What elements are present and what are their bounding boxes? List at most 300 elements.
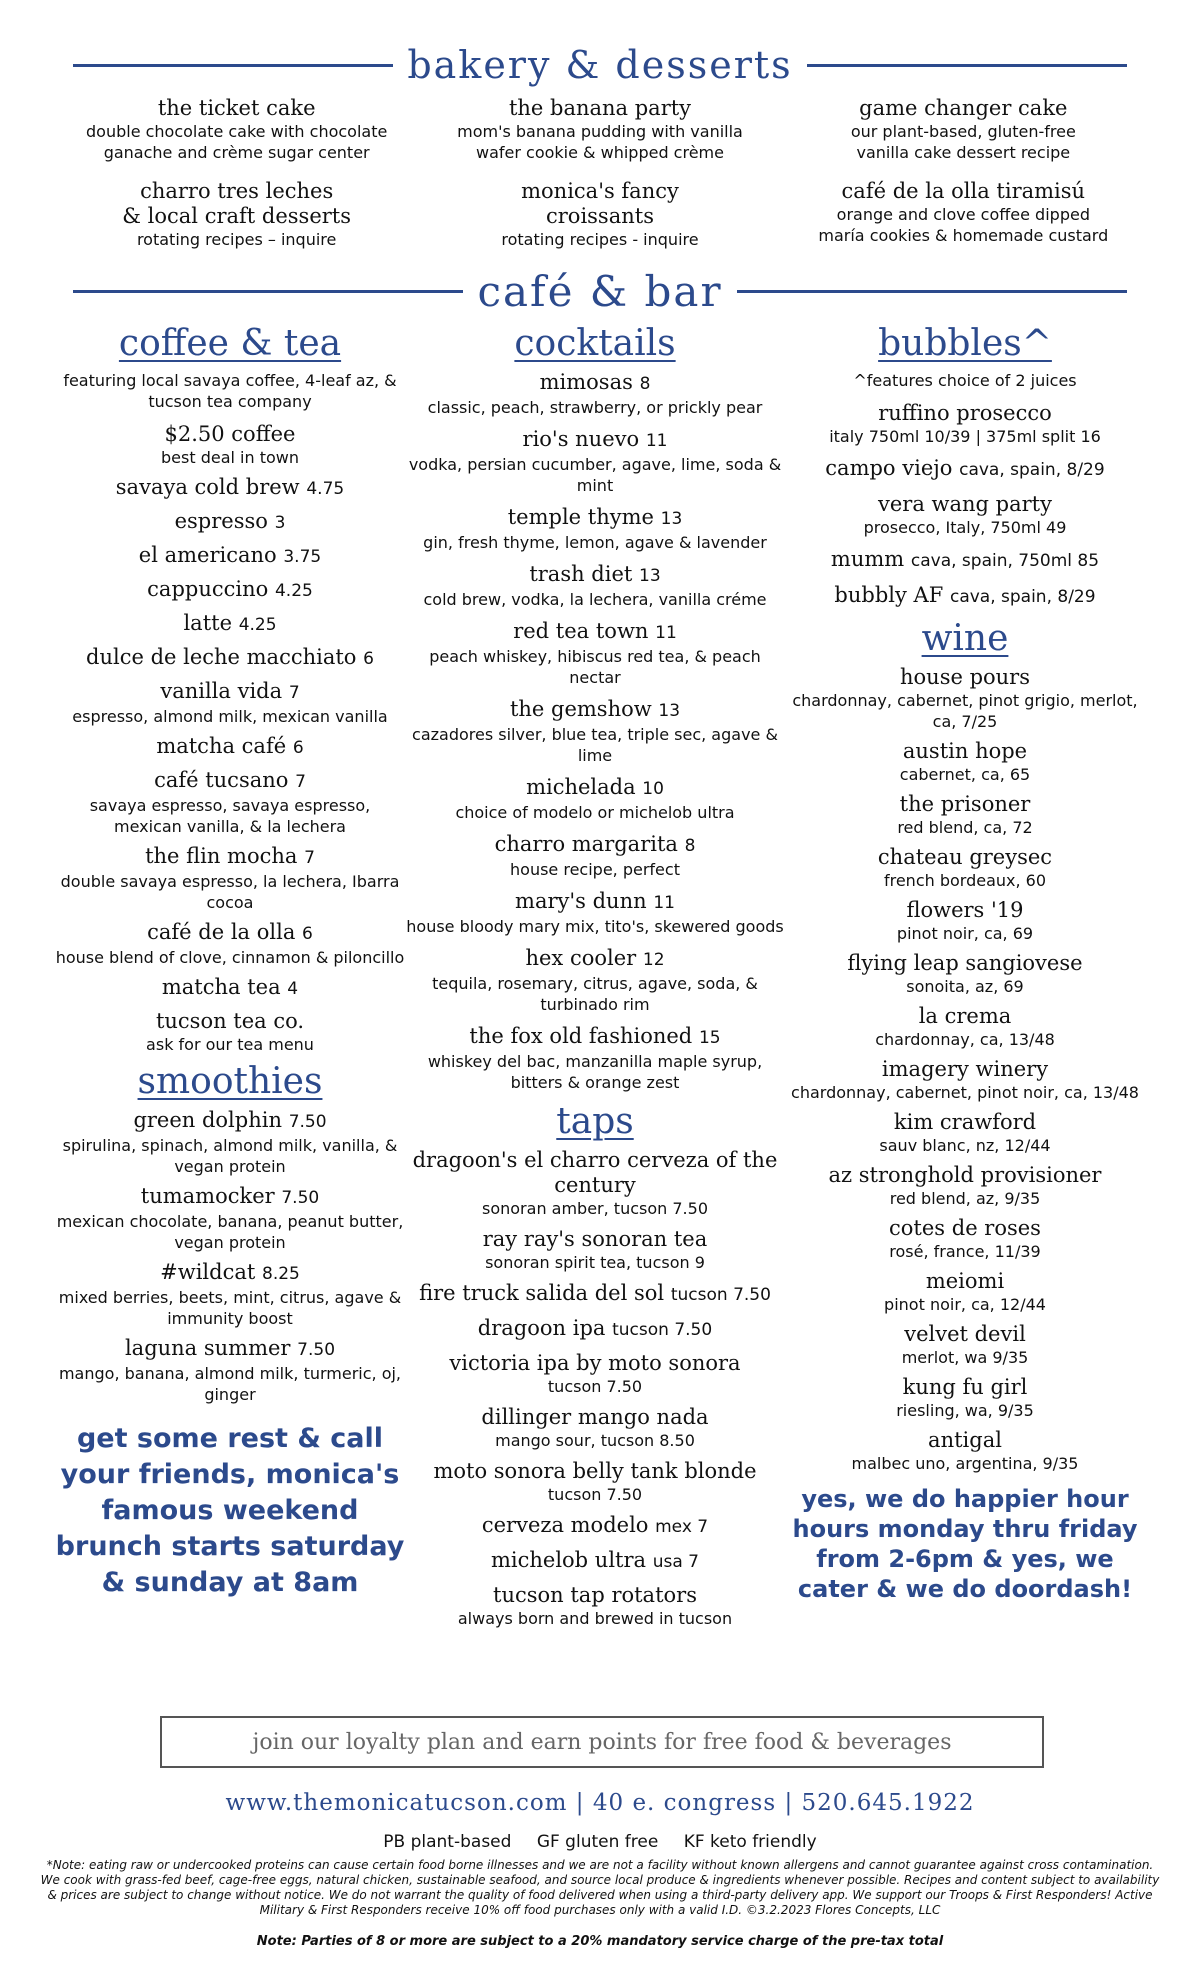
menu-item-label: victoria ipa by moto sonora (449, 1351, 741, 1375)
menu-item-label: green dolphin (133, 1108, 282, 1132)
menu-item-name (55, 1009, 405, 1034)
menu-item (405, 1513, 785, 1540)
menu-item-price: 8 (639, 374, 651, 394)
smoothies-heading: smoothies (137, 1061, 323, 1102)
menu-item-name (785, 1004, 1145, 1029)
menu-item-label: mimosas (539, 370, 633, 394)
menu-item-label: vanilla vida (160, 679, 283, 703)
service-charge-note: Note: Parties of 8 or more are subject to a 20% mandatory service charge of the pre-tax total (256, 1934, 944, 1949)
menu-item-name (785, 1110, 1145, 1135)
menu-item-label: the fox old fashioned (469, 1024, 693, 1048)
menu-item-label: house pours (900, 665, 1030, 689)
disclaimer: *Note: eating raw or undercooked proteins can cause certain food borne illnesses and we are not a facility without known allergens and cannot guarantee against cross contamination. We cook with grass-fed beef, cage-free eggs, natural chicken, sustainable seafood, and source local produce & ingredients whenever possible. Recipes and content subject to availability & prices are subject to change without notice. We do not warrant the quality of food delivered when using a third-party delivery app. We support our Troops & First Responders! Active Military & First Responders receive 10% off food purchases only with a valid I.D. ©3.2.2023 Flores Concepts, LLC (40, 1858, 1160, 1917)
menu-item-price: 4.25 (274, 581, 313, 601)
menu-item-price: 13 (639, 566, 661, 586)
menu-item-name (785, 845, 1145, 870)
menu-item-label: fire truck salida del sol (419, 1281, 665, 1305)
menu-item-desc: chardonnay, cabernet, pinot grigio, merlot, ca, 7/25 (792, 691, 1138, 731)
menu-item-name (55, 1336, 405, 1363)
menu-item-name (405, 1148, 785, 1198)
menu-item-name (405, 1351, 785, 1376)
loyalty-text: join our loyalty plan and earn points for free food & beverages (252, 1729, 952, 1755)
bakery-column (418, 96, 781, 266)
menu-item (55, 1184, 405, 1253)
menu-item-desc: tequila, rosemary, citrus, agave, soda, & turbinado rim (432, 974, 758, 1014)
menu-item-label: meiomi (925, 1269, 1005, 1293)
menu-item (405, 889, 785, 937)
menu-item-name (55, 645, 405, 672)
bakery-item-name: the banana party (508, 96, 692, 120)
menu-item-desc: mango, banana, almond milk, turmeric, oj, ginger (58, 1364, 402, 1404)
menu-item-desc: mixed berries, beets, mint, citrus, agave & immunity boost (58, 1288, 402, 1328)
menu-item-desc: chardonnay, ca, 13/48 (875, 1030, 1055, 1049)
bakery-item-name: the ticket cake (157, 96, 316, 120)
menu-item-label: dragoon ipa (477, 1316, 606, 1340)
menu-item (55, 768, 405, 837)
menu-item-label: michelada (526, 775, 636, 799)
menu-item-name (405, 427, 785, 454)
cocktails-heading: cocktails (514, 323, 676, 364)
bakery-item-desc: rotating recipes – inquire (136, 230, 337, 249)
menu-item (785, 739, 1145, 785)
menu-item-price: 7.50 (288, 1112, 327, 1132)
bubbles-heading: bubbles^ (878, 323, 1052, 364)
bakery-item-name-line2: croissants (546, 204, 654, 228)
menu-item-label: velvet devil (904, 1322, 1026, 1346)
menu-item-desc: french bordeaux, 60 (883, 871, 1047, 890)
menu-item (405, 697, 785, 766)
menu-item (55, 920, 405, 968)
legend-kf: KF keto friendly (683, 1832, 817, 1852)
menu-item-name (405, 1513, 785, 1540)
bubbles-note: ^features choice of 2 juices (853, 371, 1077, 390)
menu-item-price: 7 (288, 683, 300, 703)
menu-item (785, 665, 1145, 732)
menu-item-price: 4.75 (306, 479, 345, 499)
menu-item (785, 1428, 1145, 1474)
menu-item-name (785, 401, 1145, 426)
menu-item-name (785, 792, 1145, 817)
menu-item (55, 543, 405, 570)
bakery-item-desc: rotating recipes - inquire (501, 230, 699, 249)
menu-item-name (785, 1375, 1145, 1400)
menu-item-label: flying leap sangiovese (847, 951, 1083, 975)
bakery-item-desc: our plant-based, gluten-free (850, 122, 1076, 141)
column-bubbles-wine (785, 318, 1145, 1637)
menu-item-desc: prosecco, Italy, 750ml 49 (863, 518, 1067, 537)
menu-item (785, 951, 1145, 997)
menu-item (785, 1163, 1145, 1209)
menu-item (785, 492, 1145, 538)
menu-item (785, 1057, 1145, 1103)
bakery-item-name-line2: & local craft desserts (122, 204, 352, 228)
menu-item (405, 1227, 785, 1273)
bakery-title: bakery & desserts (407, 43, 793, 87)
bakery-item (55, 96, 418, 163)
menu-item-name (785, 456, 1145, 483)
bakery-item-desc: orange and clove coffee dipped (836, 205, 1090, 224)
menu-item-price: 11 (655, 623, 677, 643)
menu-item-name (405, 1405, 785, 1430)
menu-item-desc: vodka, persian cucumber, agave, lime, soda & mint (408, 455, 782, 495)
taps-heading: taps (556, 1101, 634, 1142)
menu-item-label: tucson tea co. (155, 1009, 305, 1033)
bakery-item (418, 96, 781, 163)
wine-list (785, 665, 1145, 1474)
menu-item-name (405, 832, 785, 859)
cafe-header (0, 266, 1200, 316)
column-coffee-smoothies (55, 318, 405, 1637)
menu-item-label: cotes de roses (889, 1216, 1041, 1240)
menu-item-label: kung fu girl (902, 1375, 1028, 1399)
bakery-item-desc: double chocolate cake with chocolate (86, 122, 388, 141)
menu-item (405, 1281, 785, 1308)
menu-item-desc: classic, peach, strawberry, or prickly pear (427, 398, 763, 417)
menu-item-label: matcha tea (161, 975, 281, 999)
menu-item-name (785, 492, 1145, 517)
bakery-item (782, 179, 1145, 246)
menu-item (405, 370, 785, 418)
menu-item-desc: house bloody mary mix, tito's, skewered goods (406, 917, 784, 936)
menu-item-name (405, 946, 785, 973)
menu-item-desc: cold brew, vodka, la lechera, vanilla créme (423, 590, 767, 609)
legend-pb: PB plant-based (383, 1832, 512, 1852)
menu-item-label: dillinger mango nada (481, 1405, 709, 1429)
menu-item-label: imagery winery (881, 1057, 1049, 1081)
menu-item (405, 832, 785, 880)
menu-item-desc: sonoran amber, tucson 7.50 (482, 1199, 708, 1218)
menu-item-desc: always born and brewed in tucson (457, 1609, 733, 1628)
menu-item-desc: malbec uno, argentina, 9/35 (851, 1454, 1079, 1473)
menu-item-desc: cabernet, ca, 65 (899, 765, 1031, 784)
menu-item-desc: tucson 7.50 (547, 1377, 643, 1396)
menu-item-price: 6 (302, 924, 313, 944)
menu-item-price: 6 (363, 649, 374, 669)
menu-item-label: laguna summer (124, 1336, 291, 1360)
menu-item (405, 1548, 785, 1575)
menu-item-label: café de la olla (147, 920, 296, 944)
menu-item-name (785, 1269, 1145, 1294)
menu-item-price: 7 (304, 848, 315, 868)
taps-list (405, 1148, 785, 1629)
menu-item-desc: best deal in town (161, 448, 299, 467)
bakery-item (782, 96, 1145, 163)
menu-item-name (405, 562, 785, 589)
bakery-item-name: monica's fancy (521, 179, 679, 203)
bakery-header (0, 42, 1200, 88)
menu-item-price: 3 (274, 513, 286, 533)
menu-item-desc: sonoran spirit tea, tucson 9 (485, 1253, 705, 1272)
menu-item-label: az stronghold provisioner (828, 1163, 1102, 1187)
menu-item-name (405, 697, 785, 724)
cocktail-list (405, 370, 785, 1093)
menu-item-name (405, 370, 785, 397)
menu-item (785, 1375, 1145, 1421)
menu-item-label: vera wang party (878, 492, 1052, 516)
menu-item-price: mex 7 (655, 1517, 709, 1537)
menu-item-name (55, 422, 405, 447)
bakery-item (55, 179, 418, 250)
bakery-item-desc: ganache and crème sugar center (103, 143, 370, 162)
menu-item (785, 456, 1145, 483)
menu-item-price: tucson 7.50 (612, 1320, 713, 1340)
menu-item-name (405, 1281, 785, 1308)
menu-item (55, 1336, 405, 1405)
menu-item-label: #wildcat (160, 1260, 256, 1284)
cafe-title: café & bar (477, 266, 723, 316)
menu-item-desc: italy 750ml 10/39 | 375ml split 16 (829, 427, 1101, 446)
bakery-item-desc: maría cookies & homemade custard (818, 226, 1109, 245)
bubbles-list (785, 401, 1145, 610)
menu-item-desc: red blend, az, 9/35 (889, 1189, 1041, 1208)
cafe-rule-right (737, 290, 1127, 293)
menu-item (785, 792, 1145, 838)
menu-item-name (405, 505, 785, 532)
menu-item-price: 10 (642, 779, 664, 799)
menu-item-price: usa 7 (652, 1552, 700, 1572)
menu-item-price: 15 (698, 1028, 721, 1048)
menu-item (785, 1110, 1145, 1156)
menu-item-desc: house recipe, perfect (510, 860, 680, 879)
menu-item-desc: chardonnay, cabernet, pinot noir, ca, 13/48 (791, 1083, 1139, 1102)
bakery-rule-right (807, 64, 1127, 67)
column-cocktails-taps (405, 318, 785, 1637)
menu-item-desc: tucson 7.50 (547, 1485, 643, 1504)
menu-item-name (55, 1184, 405, 1211)
menu-item-label: kim crawford (893, 1110, 1037, 1134)
menu-item-desc: mexican chocolate, banana, peanut butter, vegan protein (56, 1212, 404, 1252)
menu-item-label: michelob ultra (490, 1548, 647, 1572)
menu-item (785, 1216, 1145, 1262)
menu-item-name (785, 547, 1145, 574)
menu-item-label: matcha café (156, 734, 287, 758)
menu-item-price: 7.50 (297, 1340, 336, 1360)
menu-item-desc: rosé, france, 11/39 (889, 1242, 1041, 1261)
menu-item-price: 4 (287, 979, 299, 999)
menu-item (55, 475, 405, 502)
menu-item-desc: espresso, almond milk, mexican vanilla (72, 707, 388, 726)
menu-item (55, 1009, 405, 1055)
bakery-item (418, 179, 781, 250)
menu-item (785, 583, 1145, 610)
loyalty-banner[interactable] (160, 1716, 1044, 1768)
menu-item (405, 1405, 785, 1451)
coffee-note: featuring local savaya coffee, 4-leaf az, & tucson tea company (63, 371, 397, 411)
menu-item-price: 8.25 (262, 1264, 300, 1284)
menu-item-name (55, 509, 405, 536)
menu-item-name (785, 739, 1145, 764)
menu-item (55, 577, 405, 604)
menu-item-name (785, 1216, 1145, 1241)
menu-item (55, 611, 405, 638)
menu-item (55, 844, 405, 913)
bakery-rule-left (73, 64, 393, 67)
bakery-item-desc: mom's banana pudding with vanilla (457, 122, 743, 141)
menu-item-label: cerveza modelo (481, 1513, 649, 1537)
menu-item-price: 4.25 (238, 615, 277, 635)
menu-item-label: hex cooler (525, 946, 637, 970)
menu-item-name (55, 734, 405, 761)
bakery-column (782, 96, 1145, 266)
menu-item-desc: merlot, wa 9/35 (901, 1348, 1029, 1367)
menu-item-price: 8 (684, 836, 696, 856)
menu-item (405, 505, 785, 553)
menu-item (785, 547, 1145, 574)
menu-item-price: 13 (660, 509, 683, 529)
menu-item-name (785, 1428, 1145, 1453)
bakery-item-name: game changer cake (859, 96, 1068, 120)
menu-item (785, 1004, 1145, 1050)
menu-item-desc: ask for our tea menu (146, 1035, 314, 1054)
menu-item-price: 7.50 (281, 1188, 320, 1208)
menu-item-name (55, 679, 405, 706)
cafe-grid (55, 318, 1145, 1637)
menu-item-name (405, 1548, 785, 1575)
menu-item-price: cava, spain, 750ml 85 (910, 551, 1100, 571)
legend-gf: GF gluten free (536, 1832, 659, 1852)
menu-item (405, 1148, 785, 1219)
menu-item-desc: gin, fresh thyme, lemon, agave & lavender (423, 533, 767, 552)
menu-item-label: campo viejo (825, 456, 953, 480)
menu-item-price: 11 (653, 893, 675, 913)
wine-heading: wine (921, 618, 1009, 659)
menu-item (55, 645, 405, 672)
menu-item (55, 422, 405, 468)
diet-legend (0, 1832, 1200, 1852)
menu-item-label: charro margarita (494, 832, 678, 856)
menu-item-price: cava, spain, 8/29 (959, 460, 1105, 480)
menu-item-name (55, 844, 405, 871)
menu-item-name (785, 665, 1145, 690)
cafe-rule-left (73, 290, 463, 293)
menu-item-name (785, 951, 1145, 976)
menu-item (405, 619, 785, 688)
menu-item-name (405, 1024, 785, 1051)
menu-item-name (405, 1459, 785, 1484)
menu-item-label: el americano (138, 543, 277, 567)
menu-item-label: ray ray's sonoran tea (482, 1227, 708, 1251)
menu-item-price: 12 (642, 950, 665, 970)
menu-item-price: 11 (645, 431, 668, 451)
menu-item-label: chateau greysec (877, 845, 1053, 869)
menu-item (55, 1260, 405, 1329)
menu-item-label: the flin mocha (145, 844, 298, 868)
menu-item-desc: choice of modelo or michelob ultra (455, 803, 735, 822)
menu-item (785, 1322, 1145, 1368)
menu-item-name (55, 975, 405, 1002)
menu-item-label: latte (183, 611, 232, 635)
menu-item (785, 898, 1145, 944)
menu-item-label: the prisoner (899, 792, 1031, 816)
bakery-item-name: charro tres leches (140, 179, 334, 203)
menu-item (55, 975, 405, 1002)
menu-item-name (785, 1057, 1145, 1082)
menu-item (405, 1316, 785, 1343)
menu-item-name (785, 898, 1145, 923)
menu-item-name (785, 1322, 1145, 1347)
menu-item-desc: cazadores silver, blue tea, triple sec, agave & lime (412, 725, 778, 765)
menu-item-desc: spirulina, spinach, almond milk, vanilla, & vegan protein (62, 1136, 398, 1176)
contact-line: www.themonicatucson.com | 40 e. congress | 520.645.1922 (225, 1790, 975, 1816)
menu-item (405, 775, 785, 823)
coffee-list (55, 422, 405, 1055)
menu-item-label: temple thyme (507, 505, 654, 529)
coffee-tea-heading: coffee & tea (118, 323, 342, 364)
menu-item (55, 679, 405, 727)
menu-item-price: 3.75 (283, 547, 322, 567)
bakery-item-desc: wafer cookie & whipped crème (476, 143, 724, 162)
menu-item-label: flowers '19 (906, 898, 1024, 922)
menu-item-label: trash diet (529, 562, 633, 586)
menu-item-desc: pinot noir, ca, 69 (896, 924, 1034, 943)
menu-item-label: mumm (830, 547, 905, 571)
menu-item-name (405, 1227, 785, 1252)
bakery-item-name: café de la olla tiramisú (841, 179, 1086, 203)
menu-item-label: austin hope (902, 739, 1028, 763)
menu-item-price: tucson 7.50 (670, 1285, 771, 1305)
menu-item-label: rio's nuevo (522, 427, 640, 451)
menu-item-label: bubbly AF (834, 583, 944, 607)
bakery-grid (55, 96, 1145, 266)
menu-item-price: 13 (658, 701, 681, 721)
menu-item-label: dragoon's el charro cerveza of the century (412, 1148, 778, 1197)
menu-item-name (405, 1583, 785, 1608)
menu-item-label: moto sonora belly tank blonde (433, 1459, 757, 1483)
menu-item-name (55, 1108, 405, 1135)
menu-item-label: cappuccino (147, 577, 269, 601)
menu-item-label: ruffino prosecco (878, 401, 1052, 425)
menu-item-label: $2.50 coffee (164, 422, 296, 446)
menu-item-name (55, 475, 405, 502)
menu-item-name (55, 577, 405, 604)
menu-item-desc: savaya espresso, savaya espresso, mexican vanilla, & la lechera (89, 796, 371, 836)
menu-item-label: antigal (928, 1428, 1002, 1452)
menu-item-name (55, 768, 405, 795)
menu-item-desc: double savaya espresso, la lechera, Ibarra cocoa (60, 872, 400, 912)
menu-item-desc: whiskey del bac, manzanilla maple syrup, bitters & orange zest (427, 1052, 763, 1092)
menu-item-name (405, 619, 785, 646)
menu-item (405, 562, 785, 610)
menu-item-label: mary's dunn (515, 889, 647, 913)
menu-item-desc: red blend, ca, 72 (897, 818, 1033, 837)
bakery-column (55, 96, 418, 266)
menu-item-desc: peach whiskey, hibiscus red tea, & peach nectar (429, 647, 761, 687)
menu-item (785, 401, 1145, 447)
menu-item-desc: house blend of clove, cinnamon & piloncillo (55, 948, 405, 967)
menu-item-desc: sonoita, az, 69 (906, 977, 1024, 996)
menu-item-label: savaya cold brew (115, 475, 300, 499)
menu-item-price: 6 (292, 738, 304, 758)
menu-item-name (55, 543, 405, 570)
menu-item-desc: sauv blanc, nz, 12/44 (879, 1136, 1051, 1155)
happy-hour-promo: yes, we do happier hour hours monday thru friday from 2-6pm & yes, we cater & we do doordash! (792, 1485, 1138, 1603)
menu-item-price: cava, spain, 8/29 (949, 587, 1096, 607)
menu-item-label: tucson tap rotators (493, 1583, 697, 1607)
menu-item-name (405, 889, 785, 916)
menu-item-label: café tucsano (154, 768, 289, 792)
menu-item-label: la crema (918, 1004, 1012, 1028)
menu-item (785, 1269, 1145, 1315)
menu-item (55, 1108, 405, 1177)
menu-item-desc: pinot noir, ca, 12/44 (884, 1295, 1046, 1314)
menu-item-name (55, 1260, 405, 1287)
menu-item (405, 1459, 785, 1505)
menu-item-price: 7 (295, 772, 306, 792)
menu-item-name (785, 583, 1145, 610)
menu-item (405, 427, 785, 496)
menu-item-label: the gemshow (509, 697, 652, 721)
menu-item (405, 1583, 785, 1629)
